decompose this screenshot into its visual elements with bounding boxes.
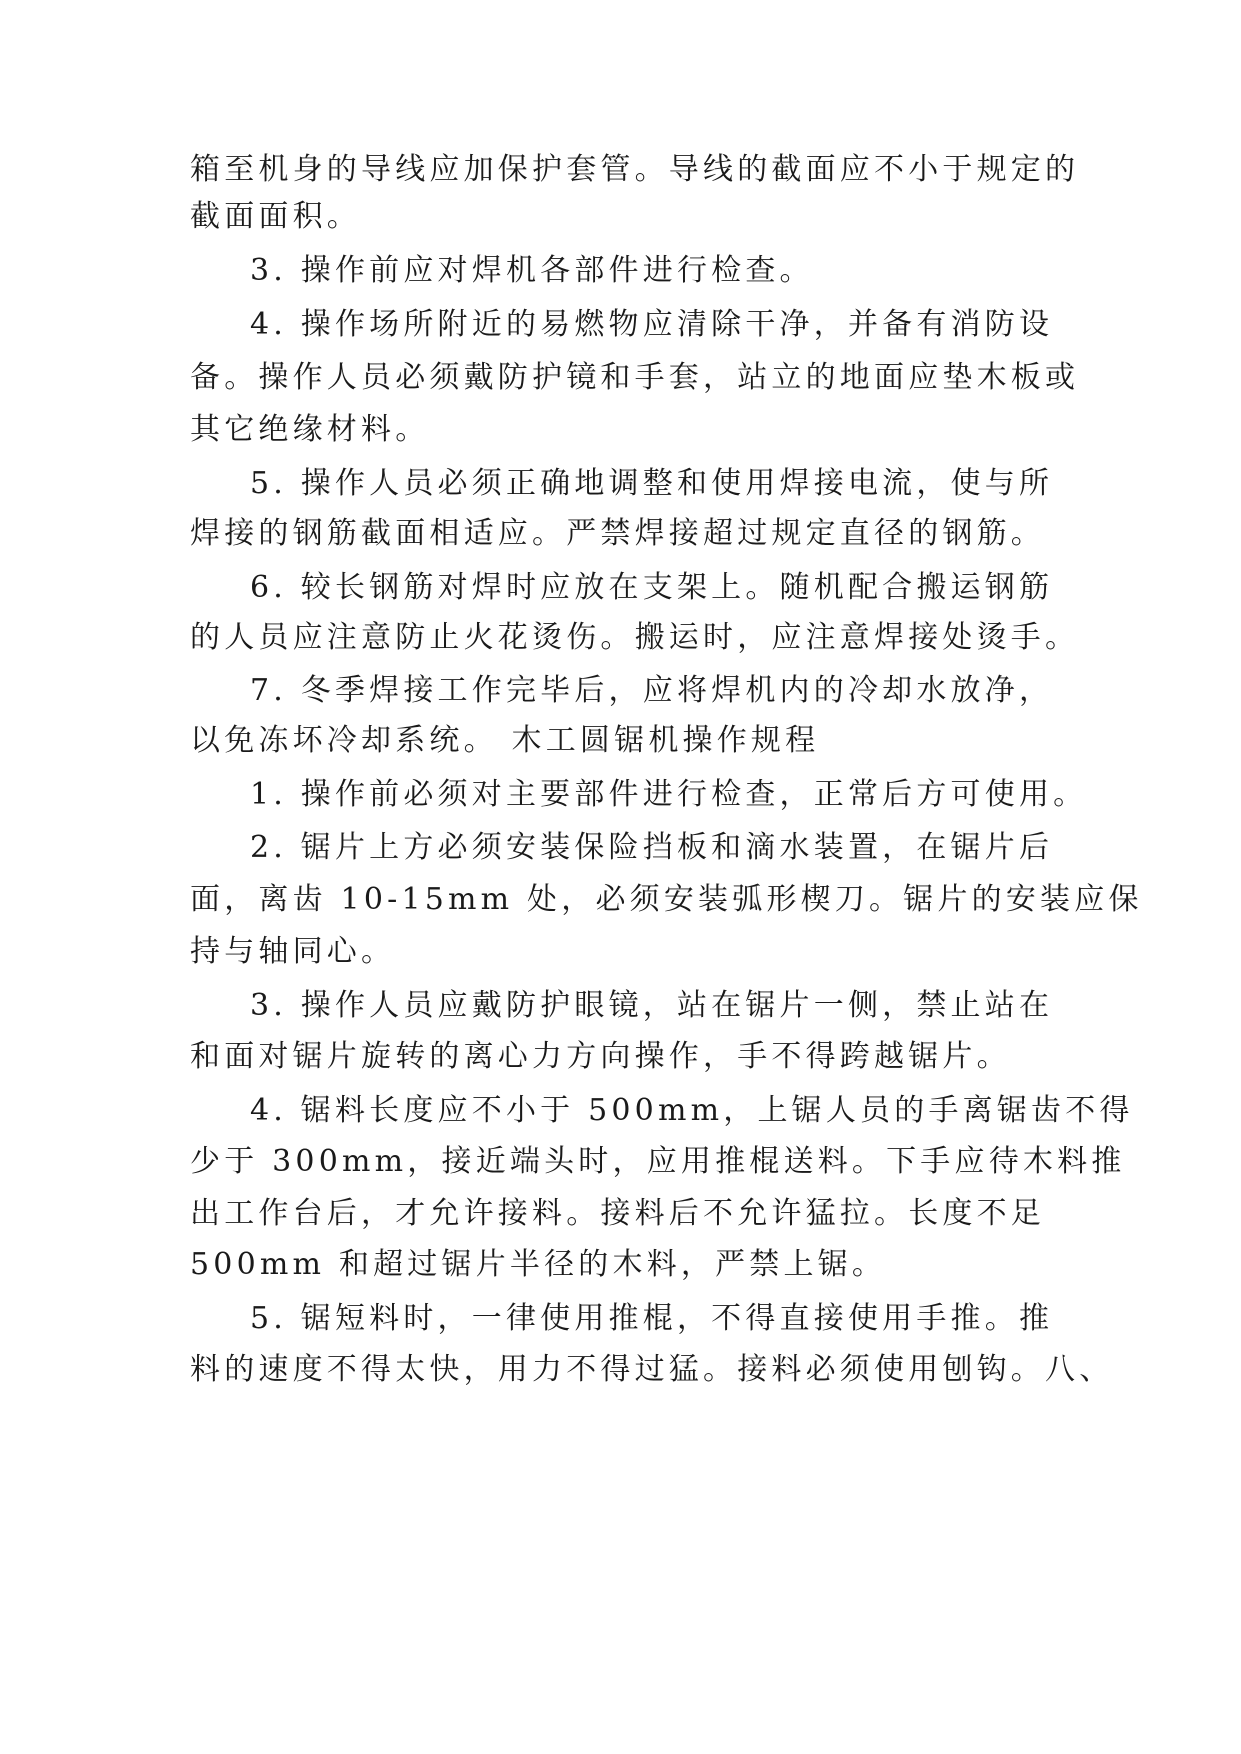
text-line: 1. 操作前必须对主要部件进行检查，正常后方可使用。 xyxy=(250,777,1088,812)
text-line: 4. 操作场所附近的易燃物应清除干净，并备有消防设 xyxy=(250,307,1054,342)
text-line: 持与轴同心。 xyxy=(190,934,396,969)
text-line: 500mm 和超过锯片半径的木料，严禁上锯。 xyxy=(190,1247,887,1282)
text-line: 箱至机身的导线应加保护套管。导线的截面应不小于规定的 xyxy=(190,152,1080,187)
text-line: 6. 较长钢筋对焊时应放在支架上。随机配合搬运钢筋 xyxy=(250,570,1054,605)
text-line: 料的速度不得太快，用力不得过猛。接料必须使用刨钩。八、 xyxy=(190,1352,1114,1387)
text-line: 出工作台后，才允许接料。接料后不允许猛拉。长度不足 xyxy=(190,1196,1045,1231)
text-line: 以免冻坏冷却系统。 木工圆锯机操作规程 xyxy=(190,723,820,758)
text-line: 7. 冬季焊接工作完毕后，应将焊机内的冷却水放净， xyxy=(250,673,1054,708)
text-line: 备。操作人员必须戴防护镜和手套，站立的地面应垫木板或 xyxy=(190,360,1080,395)
text-line: 2. 锯片上方必须安装保险挡板和滴水装置，在锯片后 xyxy=(250,830,1054,865)
text-line: 其它绝缘材料。 xyxy=(190,412,430,447)
text-line: 焊接的钢筋截面相适应。严禁焊接超过规定直径的钢筋。 xyxy=(190,516,1045,551)
text-line: 的人员应注意防止火花烫伤。搬运时，应注意焊接处烫手。 xyxy=(190,620,1080,655)
text-line: 5. 操作人员必须正确地调整和使用焊接电流，使与所 xyxy=(250,466,1054,501)
text-line: 3. 操作前应对焊机各部件进行检查。 xyxy=(250,253,814,288)
text-line: 3. 操作人员应戴防护眼镜，站在锯片一侧，禁止站在 xyxy=(250,988,1054,1023)
text-line: 4. 锯料长度应不小于 500mm，上锯人员的手离锯齿不得 xyxy=(250,1093,1134,1128)
text-line: 面，离齿 10-15mm 处，必须安装弧形楔刀。锯片的安装应保 xyxy=(190,882,1143,917)
text-line: 和面对锯片旋转的离心力方向操作，手不得跨越锯片。 xyxy=(190,1039,1011,1074)
text-line: 少于 300mm，接近端头时，应用推棍送料。下手应待木料推 xyxy=(190,1144,1126,1179)
text-line: 截面面积。 xyxy=(190,199,361,234)
text-line: 5. 锯短料时，一律使用推棍，不得直接使用手推。推 xyxy=(250,1301,1054,1336)
